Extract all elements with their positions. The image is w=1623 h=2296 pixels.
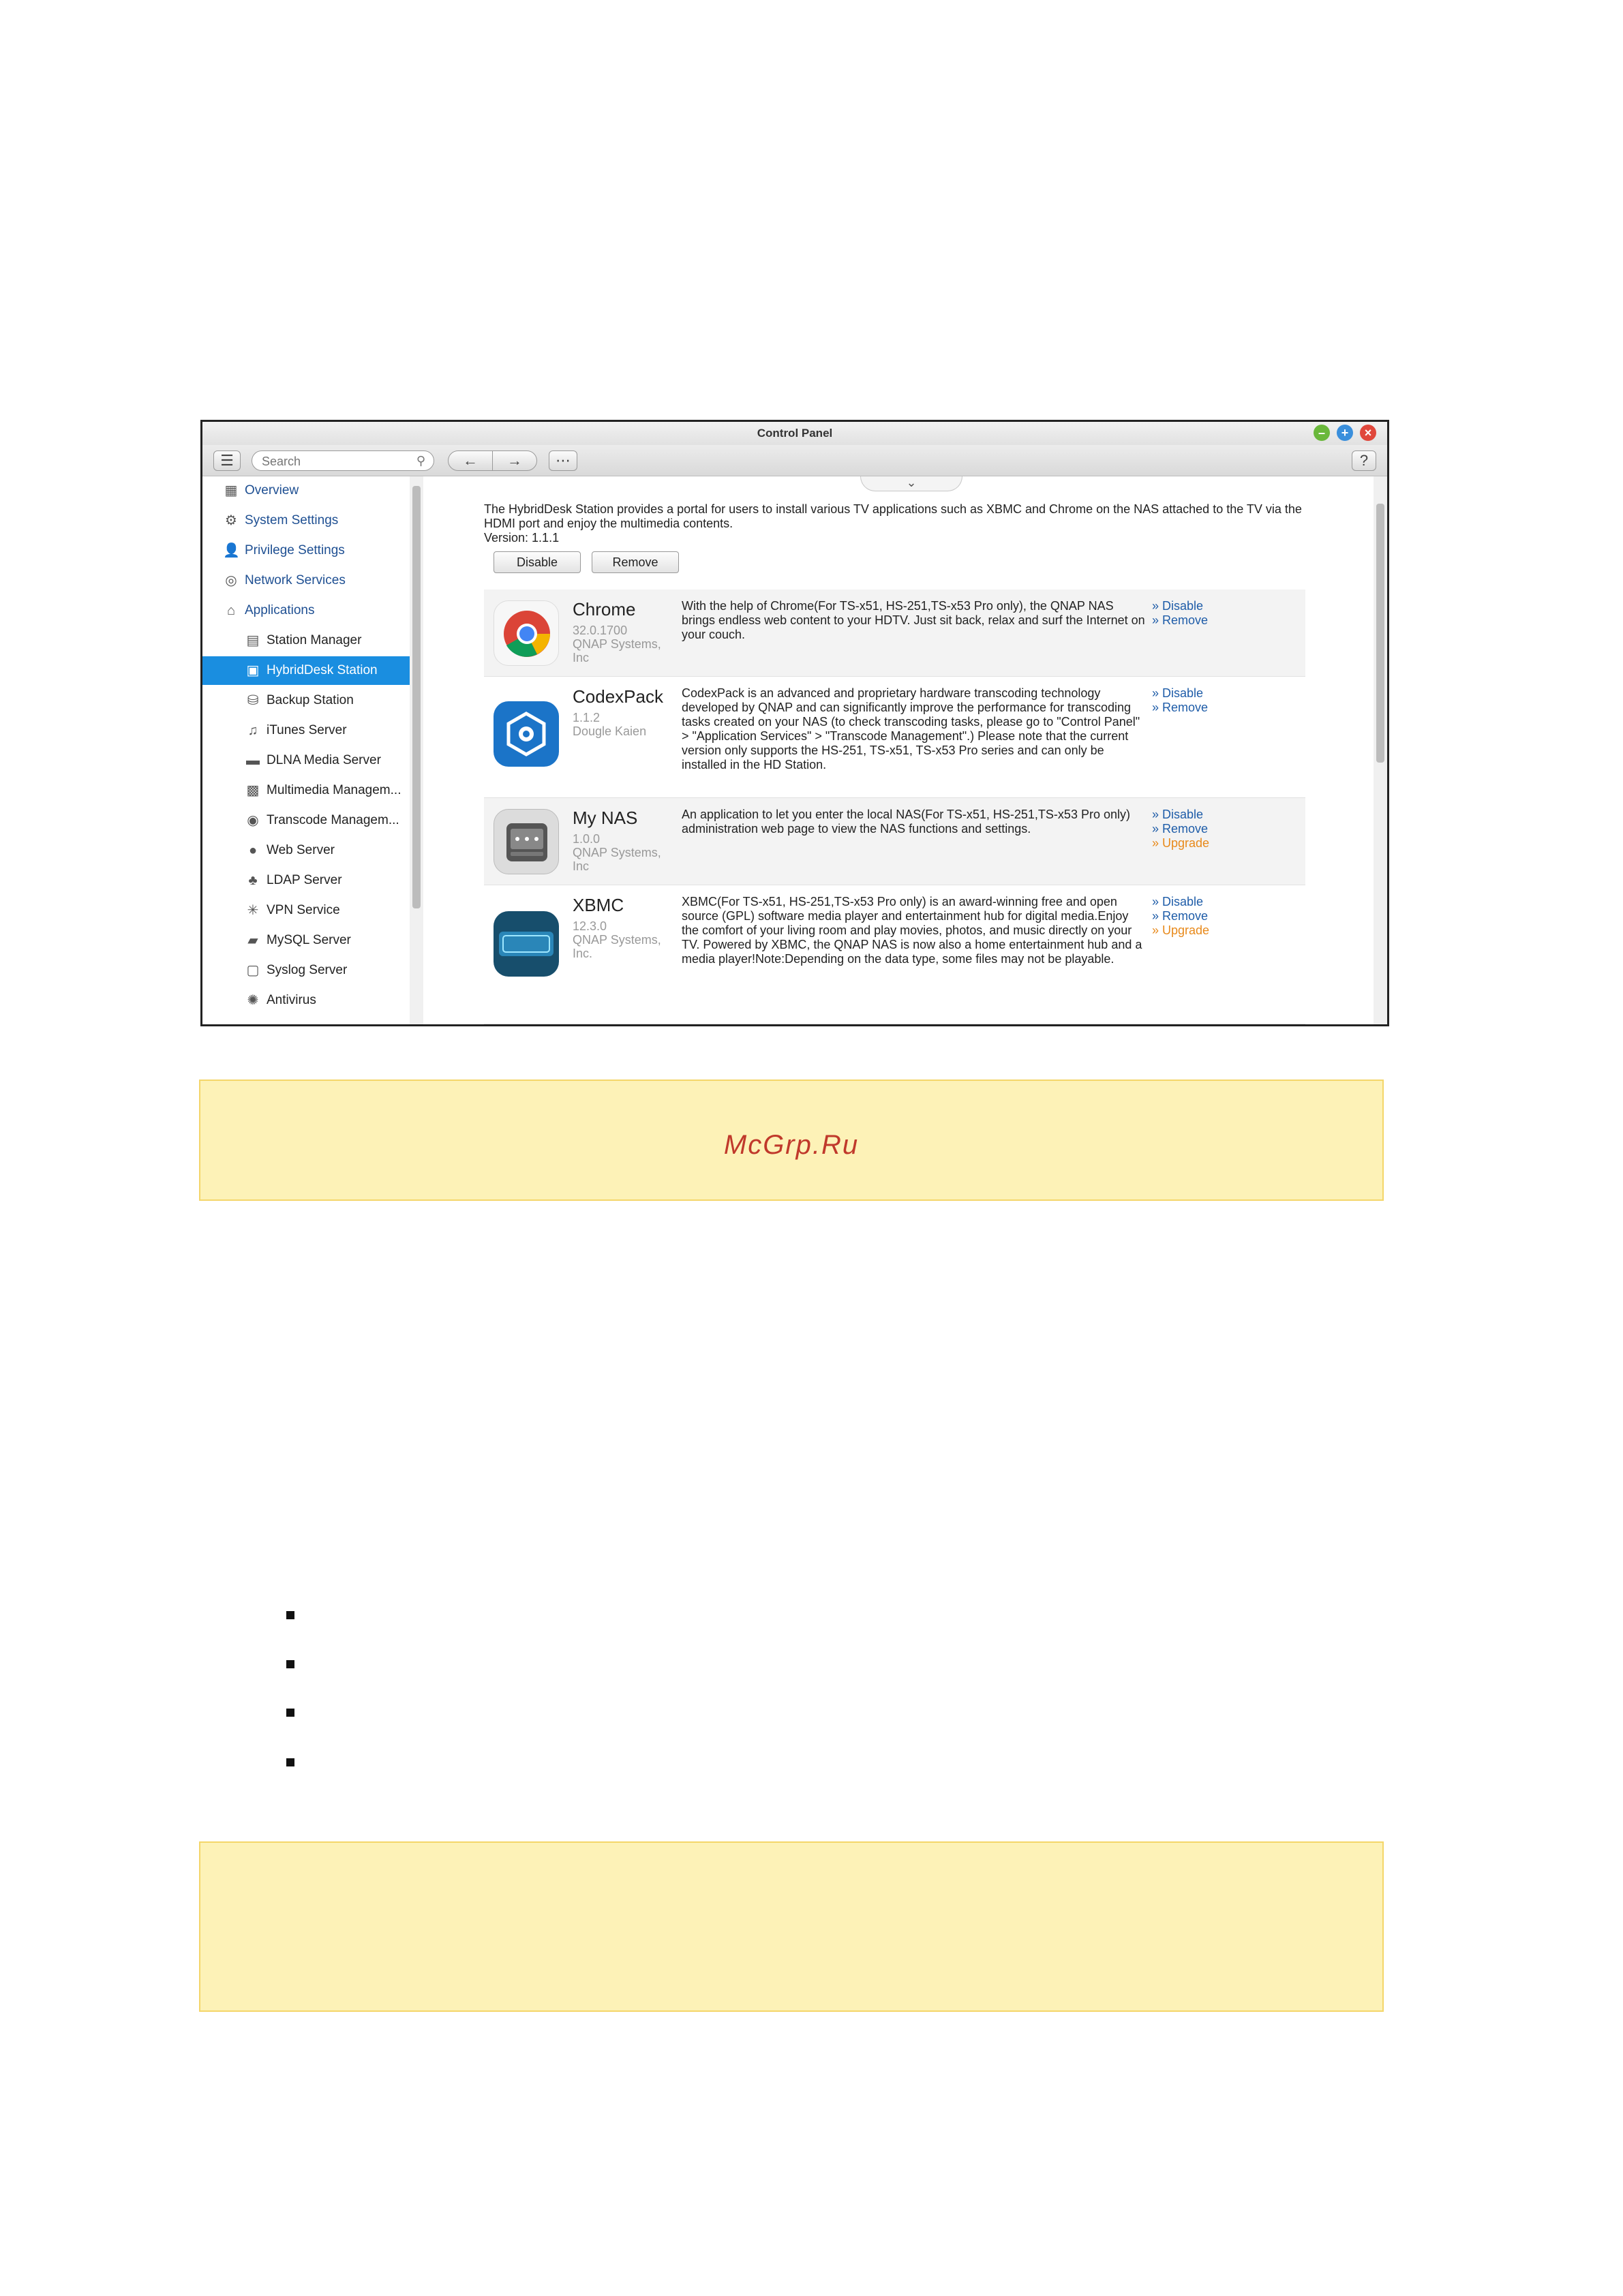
itunes-icon: ♫: [247, 723, 258, 738]
app-version: 1.1.2: [573, 711, 601, 724]
intro-text: The HybridDesk Station provides a portal for users to install various TV applications such as XBMC and Chrome on the NAS attached to the TV via the HDMI port and enjoy the multimedia contents.: [484, 502, 1302, 530]
collapse-tab[interactable]: [860, 476, 962, 491]
apps-grid-button[interactable]: [549, 450, 577, 471]
backup-icon: ⛁: [247, 693, 259, 708]
sidebar-item-multimedia-management[interactable]: ▩ Multimedia Managem...: [202, 776, 410, 805]
toolbar: [202, 445, 1387, 476]
my-nas-icon[interactable]: [494, 809, 559, 874]
sidebar-item-system-settings[interactable]: ⚙ System Settings: [202, 506, 410, 535]
antivirus-icon: ✺: [247, 993, 259, 1008]
app-upgrade-link[interactable]: » Upgrade: [1152, 836, 1210, 850]
maximize-button[interactable]: +: [1337, 425, 1353, 441]
app-vendor: QNAP Systems, Inc.: [573, 933, 661, 960]
app-name: CodexPack: [573, 686, 663, 707]
app-version: 12.3.0: [573, 919, 607, 933]
bullet-marker: [286, 1611, 294, 1619]
hd-station-icon: ▣: [246, 663, 260, 678]
multimedia-icon: ▩: [246, 783, 260, 798]
transcode-icon: ◉: [247, 813, 259, 828]
forward-button[interactable]: [492, 450, 537, 471]
app-version: 32.0.1700: [573, 624, 628, 637]
list-icon: ☰: [220, 452, 234, 469]
disable-button[interactable]: Disable: [494, 551, 581, 573]
chrome-icon[interactable]: [494, 600, 559, 666]
sidebar-scrollbar[interactable]: [410, 476, 423, 1024]
app-disable-link[interactable]: » Disable: [1152, 686, 1204, 700]
app-meta: [573, 624, 672, 664]
app-row-xbmc: [484, 885, 1305, 1024]
app-meta: [573, 919, 672, 960]
dlna-icon: ▬: [246, 753, 260, 768]
app-description: CodexPack is an advanced and proprietary hardware transcoding technology developed by QNAP and can significantly improve the performance for transcoding tasks created on your NAS (to check transcoding tasks, please go to "Control Panel" > "Application Services" > "Transcode Management".) Please note that the current version only supports the HS-251, TS-x51, TS-x53 Pro series and can only be installed in the HD Station.: [682, 686, 1140, 771]
ldap-icon: ♣: [248, 873, 258, 888]
sidebar-item-backup-station[interactable]: ⛁ Backup Station: [202, 686, 410, 715]
app-remove-link[interactable]: » Remove: [1152, 822, 1209, 836]
control-panel-window: [200, 420, 1389, 1026]
gear-icon: ⚙: [225, 513, 237, 528]
sidebar-item-mysql-server[interactable]: ▰ MySQL Server: [202, 926, 410, 955]
watermark-text: McGrp.Ru: [723, 1130, 860, 1160]
bullet-marker: [286, 1660, 294, 1668]
app-actions: [1152, 599, 1208, 628]
overview-icon: ▦: [224, 483, 238, 498]
app-description: With the help of Chrome(For TS-x51, HS-251,TS-x53 Pro only), the QNAP NAS brings endless web content to your HDTV. Just sit back, relax and surf the Internet on your couch.: [682, 599, 1145, 641]
bullet-marker: [286, 1758, 294, 1766]
sidebar-item-ldap-server[interactable]: ♣ LDAP Server: [202, 866, 410, 895]
app-remove-link[interactable]: » Remove: [1152, 909, 1209, 923]
bullet-marker: [286, 1709, 294, 1717]
app-version: 1.0.0: [573, 832, 601, 846]
arrow-left-icon: ←: [463, 452, 478, 469]
app-vendor: QNAP Systems, Inc: [573, 637, 661, 664]
grid-icon: ⋯: [556, 452, 571, 469]
window-title: Control Panel: [757, 427, 833, 440]
minimize-button[interactable]: –: [1314, 425, 1330, 441]
back-button[interactable]: [448, 450, 493, 471]
remove-button[interactable]: Remove: [592, 551, 679, 573]
menu-toggle-button[interactable]: [213, 450, 241, 471]
codexpack-icon[interactable]: [494, 701, 559, 767]
app-description: XBMC(For TS-x51, HS-251,TS-x53 Pro only) is an award-winning free and open source (GPL) software media player and entertainment hub for digital media.Enjoy the comfort of your living room and play movies, photos, and music directly on your TV. Powered by XBMC, the QNAP NAS is now also a home entertainment hub and a media player!Note:Depending on the data type, some files may not be playable.: [682, 895, 1142, 966]
app-row-codexpack: [484, 677, 1305, 798]
sidebar-item-privilege-settings[interactable]: 👤 Privilege Settings: [202, 536, 410, 565]
app-actions: [1152, 686, 1208, 715]
app-description: An application to let you enter the local NAS(For TS-x51, HS-251,TS-x53 Pro only) administration web page to view the NAS functions and settings.: [682, 808, 1130, 836]
station-manager-icon: ▤: [246, 633, 260, 648]
app-vendor: QNAP Systems, Inc: [573, 846, 661, 873]
main-panel: [424, 476, 1387, 1024]
xbmc-icon[interactable]: [494, 911, 559, 977]
app-meta: [573, 832, 672, 873]
sidebar-item-applications[interactable]: ⌂ Applications: [202, 596, 410, 625]
version-text: Version: 1.1.1: [484, 531, 560, 545]
globe-icon: ●: [248, 843, 258, 858]
sidebar-item-transcode-management[interactable]: ◉ Transcode Managem...: [202, 806, 410, 835]
sidebar-scroll-thumb[interactable]: [412, 486, 421, 908]
syslog-icon: ▢: [246, 963, 260, 978]
network-icon: ◎: [225, 573, 237, 588]
applications-icon: ⌂: [226, 603, 236, 618]
app-remove-link[interactable]: » Remove: [1152, 613, 1209, 627]
title-bar: [202, 422, 1387, 445]
sidebar: [202, 476, 423, 1024]
tip-box: [199, 1841, 1384, 2012]
arrow-right-icon: →: [507, 452, 522, 469]
chevron-down-icon: ⌄: [906, 476, 917, 489]
main-scroll-thumb[interactable]: [1376, 504, 1384, 763]
app-disable-link[interactable]: » Disable: [1152, 808, 1204, 821]
close-button[interactable]: ×: [1360, 425, 1376, 441]
sidebar-item-web-server[interactable]: ● Web Server: [202, 836, 410, 865]
sidebar-item-syslog-server[interactable]: ▢ Syslog Server: [202, 956, 410, 985]
sidebar-item-antivirus[interactable]: ✺ Antivirus: [202, 986, 410, 1015]
user-icon: 👤: [223, 543, 240, 558]
app-name: XBMC: [573, 895, 624, 915]
app-disable-link[interactable]: » Disable: [1152, 599, 1204, 613]
app-upgrade-link[interactable]: » Upgrade: [1152, 923, 1210, 937]
app-actions: [1152, 808, 1209, 851]
sidebar-item-hybriddesk-station[interactable]: ▣ HybridDesk Station: [202, 656, 410, 685]
app-meta: [573, 711, 672, 738]
app-actions: [1152, 895, 1209, 938]
search-box: [252, 450, 434, 471]
app-row-chrome: [484, 590, 1305, 677]
sidebar-item-vpn-service[interactable]: ✳ VPN Service: [202, 896, 410, 925]
main-scrollbar[interactable]: [1374, 476, 1387, 1024]
app-name: My NAS: [573, 808, 638, 828]
app-remove-link[interactable]: » Remove: [1152, 701, 1209, 714]
sidebar-item-overview[interactable]: ▦ Overview: [202, 476, 410, 505]
app-vendor: Dougle Kaien: [573, 724, 647, 738]
app-disable-link[interactable]: » Disable: [1152, 895, 1204, 908]
sidebar-item-itunes-server[interactable]: ♫ iTunes Server: [202, 716, 410, 745]
sidebar-item-network-services[interactable]: ◎ Network Services: [202, 566, 410, 595]
app-row-my-nas: [484, 798, 1305, 885]
search-input[interactable]: [262, 454, 405, 469]
vpn-icon: ✳: [247, 903, 259, 918]
sidebar-item-station-manager[interactable]: ▤ Station Manager: [202, 626, 410, 655]
sidebar-item-dlna-media-server[interactable]: ▬ DLNA Media Server: [202, 746, 410, 775]
window-controls: [1314, 425, 1376, 441]
mysql-icon: ▰: [247, 933, 258, 948]
help-button[interactable]: ?: [1352, 450, 1376, 471]
note-box: [199, 1080, 1384, 1201]
search-icon[interactable]: ⚲: [416, 454, 425, 468]
app-name: Chrome: [573, 599, 636, 619]
